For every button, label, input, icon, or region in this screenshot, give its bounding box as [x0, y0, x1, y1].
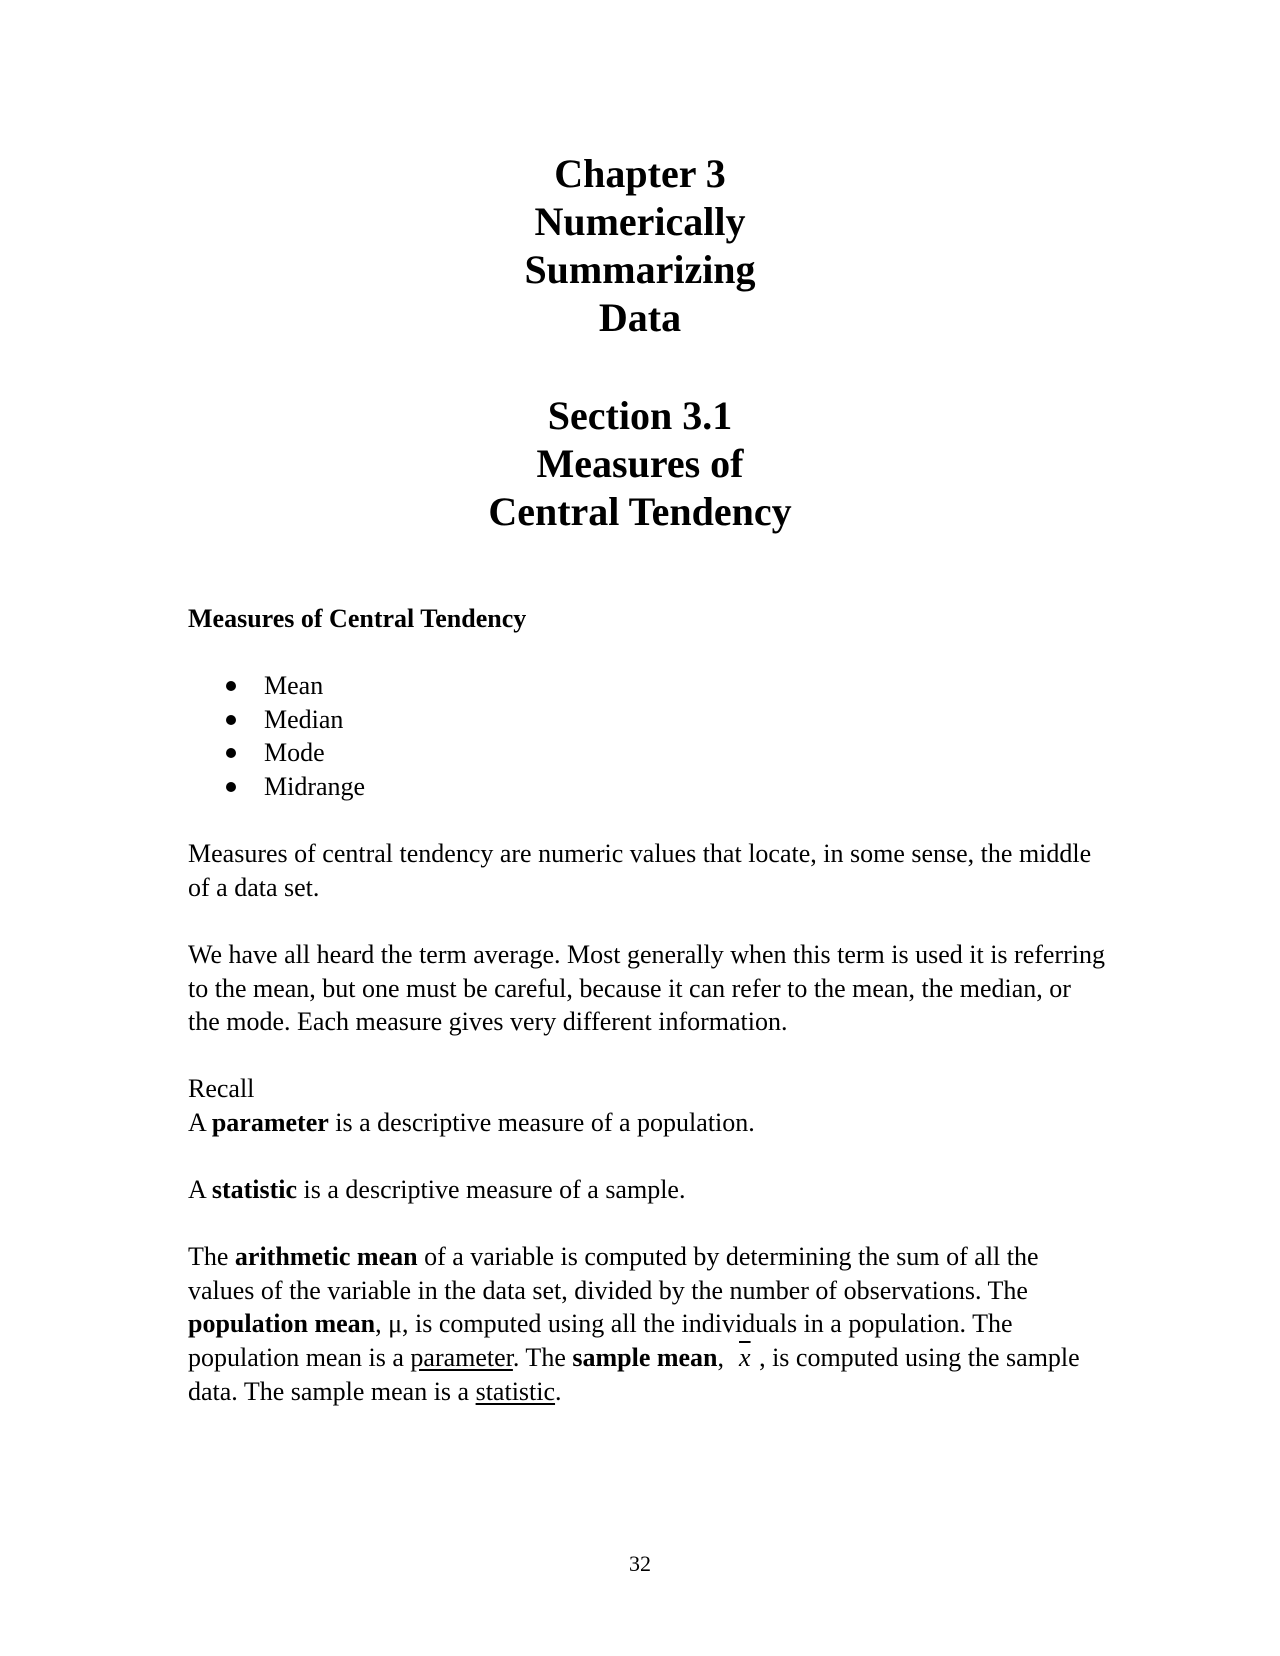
- list-item: [188, 770, 1108, 804]
- mean-paragraph: [188, 1240, 1108, 1408]
- mean-text-4: . The: [512, 1343, 573, 1373]
- bullet-icon: [226, 782, 236, 792]
- measures-list: [188, 669, 1108, 803]
- list-item: [188, 736, 1108, 770]
- parameter-term: parameter: [211, 1107, 329, 1137]
- mean-text-7: .: [555, 1376, 562, 1406]
- chapter-title-line-3: Data: [598, 295, 682, 340]
- chapter-title-line-2: Summarizing: [524, 247, 756, 292]
- x-bar-symbol: $\overline{x}$: [739, 1343, 751, 1373]
- sample-mean-term: sample mean: [572, 1343, 718, 1373]
- mean-text-6: , is computed using the sample data. The sample mean is a: [188, 1343, 1080, 1406]
- statistic-paragraph: [188, 1173, 1108, 1207]
- list-item-label: Midrange: [264, 771, 366, 801]
- page-number: 32: [629, 1551, 651, 1576]
- statistic-article: A: [188, 1175, 212, 1205]
- chapter-label: Chapter 3: [554, 151, 726, 196]
- document-body: [188, 602, 1108, 1442]
- parameter-definition: is a descriptive measure of a population.: [328, 1107, 755, 1137]
- section-title-line-2: Central Tendency: [488, 489, 792, 534]
- list-item-label: Mode: [264, 738, 325, 768]
- list-item-label: Mean: [264, 671, 324, 701]
- intro-paragraph: Measures of central tendency are numeric values that locate, in some sense, the middle of a data set.: [188, 839, 1092, 902]
- section-title-line-1: Measures of: [536, 441, 744, 486]
- list-item: [188, 703, 1108, 737]
- bullet-icon: [226, 681, 236, 691]
- chapter-title: [0, 150, 1280, 342]
- bullet-icon: [226, 715, 236, 725]
- section-title: [0, 392, 1280, 536]
- chapter-title-line-1: Numerically: [534, 199, 746, 244]
- mean-text-2: of a variable is computed by determining the sum of all the values of the variable in the data set, divided by the number of observations. The: [188, 1242, 1039, 1305]
- mean-text-5: ,: [717, 1343, 738, 1373]
- population-mean-term: population mean: [188, 1309, 376, 1339]
- mean-text-1: The: [188, 1242, 235, 1272]
- arithmetic-mean-term: arithmetic mean: [234, 1242, 418, 1272]
- statistic-definition: is a descriptive measure of a sample.: [297, 1175, 686, 1205]
- average-paragraph: We have all heard the term average. Most generally when this term is used it is referring to the mean, but one must be careful, because it can refer to the mean, the median, or the mode. Each measure gives very different information.: [188, 939, 1105, 1037]
- statistic-underlined: statistic: [475, 1376, 556, 1406]
- section-label: Section 3.1: [547, 393, 733, 438]
- parameter-article: A: [188, 1107, 212, 1137]
- recall-paragraph: [188, 1072, 1108, 1139]
- recall-label: Recall: [188, 1074, 255, 1104]
- list-item: [188, 669, 1108, 703]
- bullet-icon: [226, 748, 236, 758]
- list-item-label: Median: [264, 704, 344, 734]
- mean-text-3: , μ, is computed using all the individuals in a population. The population mean is a: [188, 1309, 1013, 1373]
- statistic-term: statistic: [211, 1175, 298, 1205]
- subheading: Measures of Central Tendency: [188, 604, 527, 633]
- parameter-underlined: parameter: [410, 1343, 513, 1373]
